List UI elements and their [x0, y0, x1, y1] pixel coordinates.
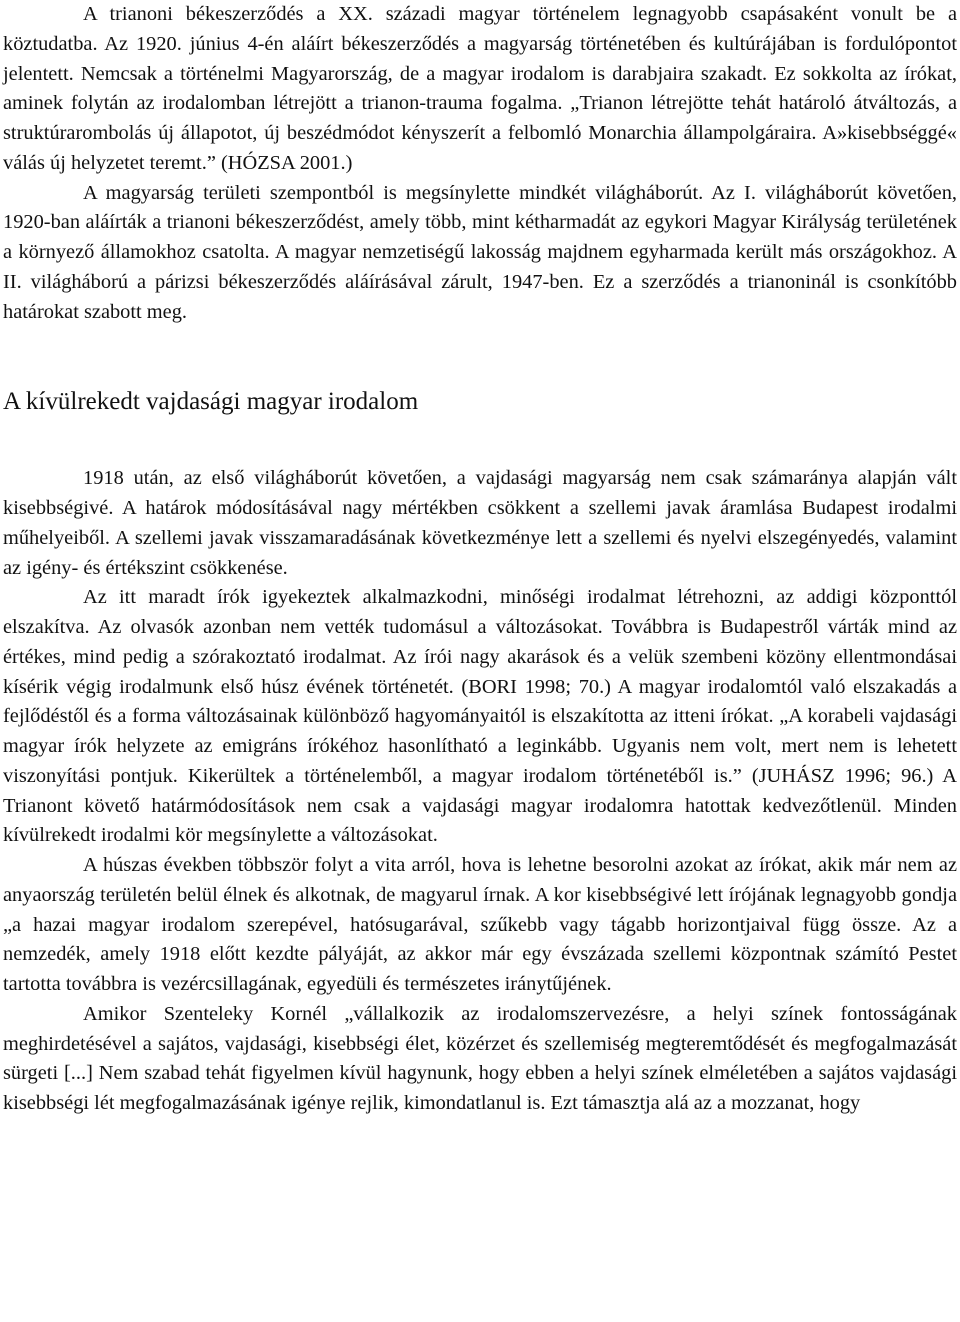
paragraph-after-1918: 1918 után, az első világháborút követően, a vajdasági magyarság nem csak számaránya alapján vált kisebbségivé. A határok módosításával nagy mértékben csökkent a szellemi javak áramlása Budapest irodalmi műhelyeiből. A szellemi javak visszamaradásának következménye lett a szellemi és nyelvi elszegényedés, valamint az igény- és értékszint csökkenése.	[3, 467, 957, 579]
section-heading: A kívülrekedt vajdasági magyar irodalom	[3, 388, 419, 416]
paragraph-twenties-debate: A húszas években többször folyt a vita arról, hova is lehetne besorolni azokat az írókat, akik már nem az anyaország területén belül élnek és alkotnak, de magyarul írnak. A kor kisebbségivé lett írójának legnagyobb gondja „a hazai magyar irodalom szerepével, hatósugarával, szűkebb vagy tágabb horizontjaival függ össze. Az a nemzedék, amely 1918 előtt kezdte pályáját, az akkor már egy évszázada szellemi központnak számító Pestet tartotta továbbra is vezércsillagának, egyedüli és természetes iránytűjének.	[3, 854, 957, 995]
paragraph-writers-adapting: Az itt maradt írók igyekeztek alkalmazkodni, minőségi irodalmat létrehozni, az addigi központtól elszakítva. Az olvasók azonban nem vették tudomásul a változásokat. Továbbra is Budapestről várták mind az értékes, mind pedig a szórakoztató irodalmat. Az írói nagy akarások és a velük szembeni közöny ellentmondásai kísérik végig irodalmunk első húsz évének történetét. (BORI 1998; 70.) A magyar irodalomtól való elszakadás a fejlődéstől és a forma változásainak különböző hagyományaitól is elszakította az itteni írókat. „A korabeli vajdasági magyar írók helyzete az emigráns írókéhoz hasonlítható a leginkább. Ugyanis nem volt, mert nem is lehetett viszonyítási pontjuk. Kikerültek a történelemből, a magyar irodalom történetéből is.” (JUHÁSZ 1996; 96.) A Trianont követő határmódosítások nem csak a vajdasági magyar irodalomra hatottak kedvezőtlenül. Minden kívülrekedt irodalmi kör megsínylette a változásokat.	[3, 586, 957, 847]
paragraph-trianon-intro: A trianoni békeszerződés a XX. századi magyar történelem legnagyobb csapásaként vonult be a köztudatba. Az 1920. június 4-én aláírt békeszerződés a magyarság történetében és kultúrájában is fordulópontot jelentett. Nemcsak a történelmi Magyarország, de a magyar irodalom is darabjaira szakadt. Ez sokkolta az írókat, aminek folytán az irodalomban létrejött a trianon-trauma fogalma. „Trianon létrejötte tehát határoló átváltozás, a struktúrarombolás új állapotot, új beszédmódot kényszerít a felbomló Monarchia állampolgáraira. A»kisebbséggé« válás új helyzetet teremt.” (HÓZSA 2001.)	[3, 3, 957, 174]
paragraph-szenteleky: Amikor Szenteleky Kornél „vállalkozik az irodalomszervezésre, a helyi színek fontosságának meghirdetésével a sajátos, vajdasági, kisebbségi élet, közérzet és szellemiség megteremtődését és megfogalmazását sürgeti [...] Nem szabad tehát figyelmen kívül hagynunk, hogy ebben a helyi színek elméletében a sajátos vajdasági kisebbségi lét megfogalmazásának igénye rejlik, kimondatlanul is. Ezt támasztja alá az a mozzanat, hogy	[3, 1002, 957, 1114]
paragraph-world-wars: A magyarság területi szempontból is megsínylette mindkét világháborút. Az I. világháborút követően, 1920-ban aláírták a trianoni békeszerződést, amely több, mint kétharmadát az egykori Magyar Királyság területének a környező államokhoz csatolta. A magyar nemzetiségű lakosság majdnem egyharmada került más országokhoz. A II. világháború a párizsi békeszerződés aláírásával zárult, 1947-ben. Ez a szerződés a trianoninál is csonkítóbb határokat szabott meg.	[3, 181, 957, 323]
section-spacer	[3, 327, 957, 387]
section-spacer	[3, 417, 957, 464]
